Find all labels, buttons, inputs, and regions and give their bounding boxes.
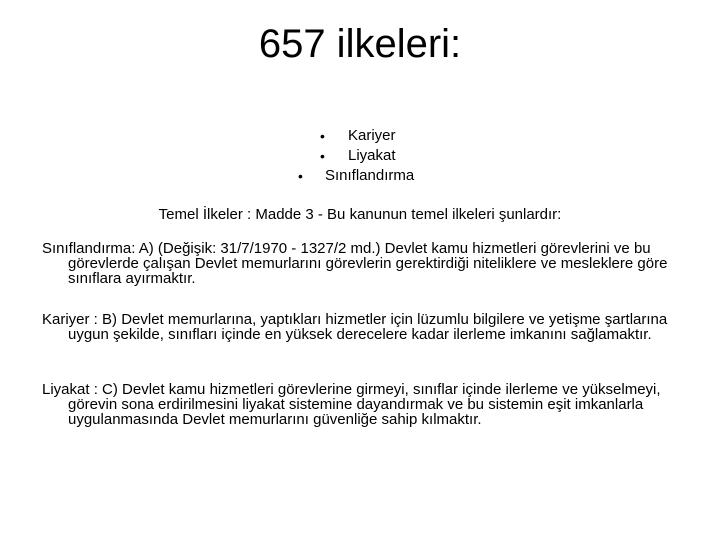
- bullet-dot-icon: •: [298, 168, 303, 184]
- paragraph-lead: Liyakat :: [42, 381, 98, 398]
- paragraph-body: B) Devlet memurlarına, yaptıkları hizmetler için lüzumlu bilgilere ve yetişme şartlarına uygun şekilde, sınıfları içinde en yüksek derecelere kadar ilerleme imkanını sağlamaktır.: [68, 311, 668, 343]
- bullet-text: Kariyer: [348, 127, 396, 144]
- bullet-list: [0, 126, 720, 186]
- paragraph-siniflandirma: [42, 241, 708, 286]
- paragraph-kariyer: [42, 312, 708, 342]
- intro-text: Temel İlkeler : Madde 3 - Bu kanunun temel ilkeleri şunlardır:: [158, 206, 562, 223]
- paragraph-lead: Kariyer :: [42, 311, 98, 328]
- page-title: 657 ilkeleri:: [258, 22, 462, 66]
- bullet-text: Liyakat: [348, 147, 396, 164]
- bullet-item-kariyer: [0, 126, 720, 146]
- paragraph-body: C) Devlet kamu hizmetleri görevlerine girmeyi, sınıflar içinde ilerleme ve yükselmeyi, görevin sona erdirilmesini liyakat sistemine dayandırmak ve bu sistemin eşit imkanlarla uygulanmasında Devlet memurlarını güvenliğe sahip kılmaktır.: [68, 381, 661, 428]
- paragraph-body: A) (Değişik: 31/7/1970 - 1327/2 md.) Devlet kamu hizmetleri görevlerini ve bu görevlerde çalışan Devlet memurlarını görevlerin gerektirdiği niteliklere ve mesleklere göre sınıflara ayırmaktır.: [68, 240, 668, 287]
- bullet-text: Sınıflandırma: [325, 167, 415, 184]
- bullet-item-siniflandirma: [0, 166, 720, 186]
- bullet-dot-icon: •: [320, 148, 325, 164]
- bullet-dot-icon: •: [320, 128, 325, 144]
- paragraph-lead: Sınıflandırma:: [42, 240, 136, 257]
- paragraph-liyakat: [42, 382, 708, 427]
- bullet-item-liyakat: [0, 146, 720, 166]
